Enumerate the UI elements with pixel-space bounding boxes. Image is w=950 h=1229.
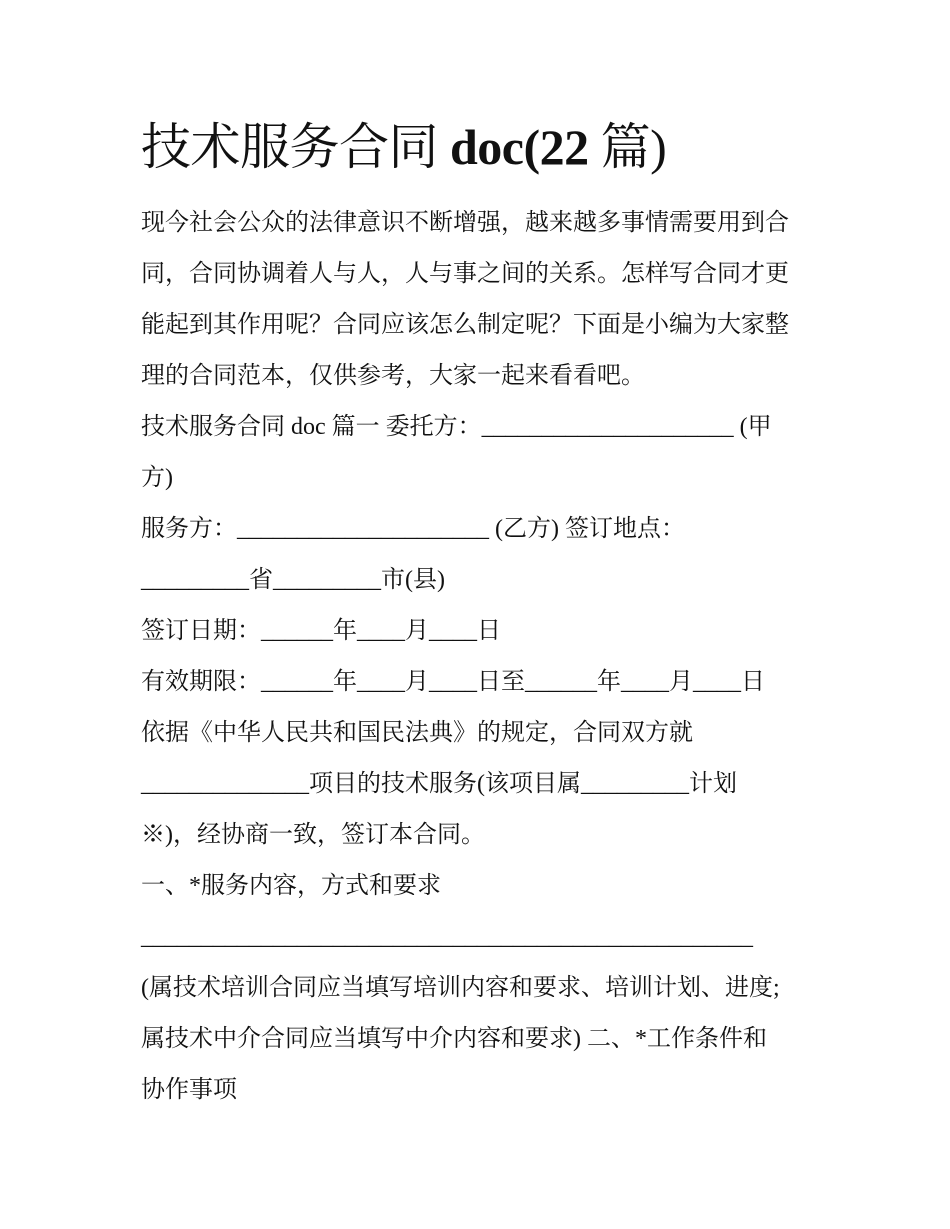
body-line: _________省_________市(县)	[141, 567, 445, 593]
body-line: 理的合同范本，仅供参考，大家一起来看看吧。	[141, 363, 645, 389]
body-line: 签订日期：______年____月____日	[141, 618, 501, 644]
body-line: 技术服务合同 doc 篇一 委托方：_____________________ (甲	[141, 414, 772, 440]
body-line: 有效期限：______年____月____日至______年____月____日	[141, 669, 765, 695]
document-body	[141, 112, 821, 1116]
body-line: (属技术培训合同应当填写培训内容和要求、培训计划、进度;	[141, 975, 780, 1001]
body-line: 属技术中介合同应当填写中介内容和要求) 二、*工作条件和	[141, 1026, 767, 1052]
body-line: ※)，经协商一致，签订本合同。	[141, 822, 485, 848]
body-line: 同，合同协调着人与人，人与事之间的关系。怎样写合同才更	[141, 261, 789, 287]
body-line: 协作事项	[141, 1077, 237, 1103]
title-suffix: 篇)	[588, 119, 667, 175]
body-line: 方)	[141, 465, 173, 491]
body-line: 现今社会公众的法律意识不断增强，越来越多事情需要用到合	[141, 210, 789, 236]
title-cjk: 技术服务合同	[141, 119, 438, 175]
body-line: 服务方：_____________________ (乙方) 签订地点：	[141, 516, 685, 542]
body-line: 一、*服务内容，方式和要求	[141, 873, 441, 899]
body-line: 能起到其作用呢？合同应该怎么制定呢？下面是小编为大家整	[141, 312, 789, 338]
body-line: ___________________________________________________	[141, 924, 753, 950]
document-title	[141, 112, 821, 182]
body-line: ______________项目的技术服务(该项目属_________计划	[141, 771, 737, 797]
title-latin: doc(22	[438, 119, 589, 175]
body-line: 依据《中华人民共和国民法典》的规定，合同双方就	[141, 720, 693, 746]
